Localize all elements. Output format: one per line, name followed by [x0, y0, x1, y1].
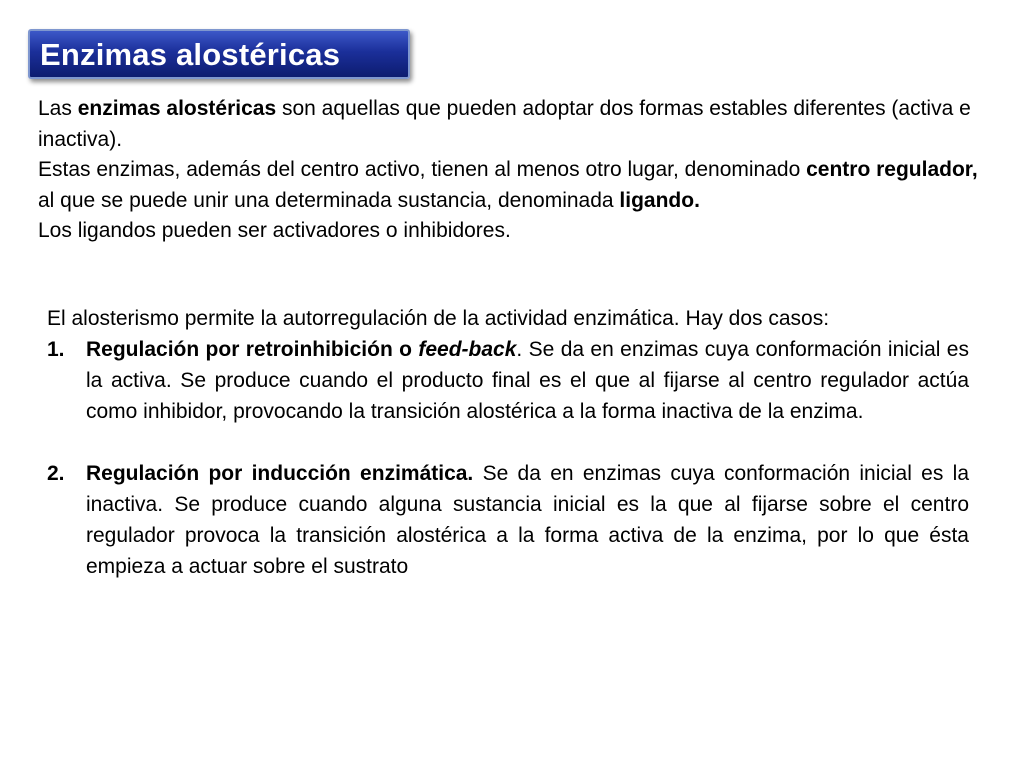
intro-p2-mid: al que se puede unir una determinada sustancia, denominada: [38, 188, 620, 212]
case-number-1: 1.: [47, 338, 65, 361]
case-1-bold-italic: feed-back: [418, 338, 517, 361]
intro-p2-bold-2: ligando.: [619, 188, 700, 212]
case-1-text: Se da en enzimas cuya conformación inicial es la activa. Se produce cuando el producto final es el que al fijarse al centro regulador actúa como inhibidor, provocando la transición alostérica a la forma inactiva de la enzima.: [86, 338, 969, 423]
intro-p2-pre: Estas enzimas, además del centro activo, tienen al menos otro lugar, denominado: [38, 158, 807, 181]
intro-p1-pre: Las: [38, 97, 78, 120]
case-2-text: Se da en enzimas cuya conformación inicial es la inactiva. Se produce cuando alguna sustancia inicial es la que al fijarse sobre el centro regulador provoca la transición alostérica a la forma activa de la enzima, por lo que ésta empieza a actuar sobre el sustrato: [86, 462, 969, 578]
intro-paragraph-1: [38, 94, 978, 155]
case-number-2: 2.: [47, 462, 65, 485]
cases-list: [47, 334, 969, 582]
intro-p2-bold-1: centro regulador,: [806, 158, 978, 181]
intro-paragraph-2: [38, 155, 978, 216]
slide-title: Enzimas alostéricas: [40, 37, 341, 72]
case-1-bold: Regulación por retroinhibición o: [86, 338, 419, 361]
case-item-2: [47, 458, 969, 582]
intro-paragraph-3: Los ligandos pueden ser activadores o inhibidores.: [38, 219, 511, 242]
case-2-bold: Regulación por inducción enzimática.: [86, 462, 474, 485]
alosterism-section: [47, 303, 969, 582]
intro-p1-post: son aquellas que pueden adoptar dos formas estables diferentes (activa e inactiva).: [38, 97, 971, 151]
case-item-1: [47, 334, 969, 427]
intro-p1-bold: enzimas alostéricas: [77, 97, 277, 120]
case-1-after-bold: .: [516, 338, 523, 361]
alosterism-lead: El alosterismo permite la autorregulación de la actividad enzimática. Hay dos casos:: [47, 307, 830, 330]
slide-title-box: [28, 29, 410, 79]
intro-section: [38, 94, 978, 247]
